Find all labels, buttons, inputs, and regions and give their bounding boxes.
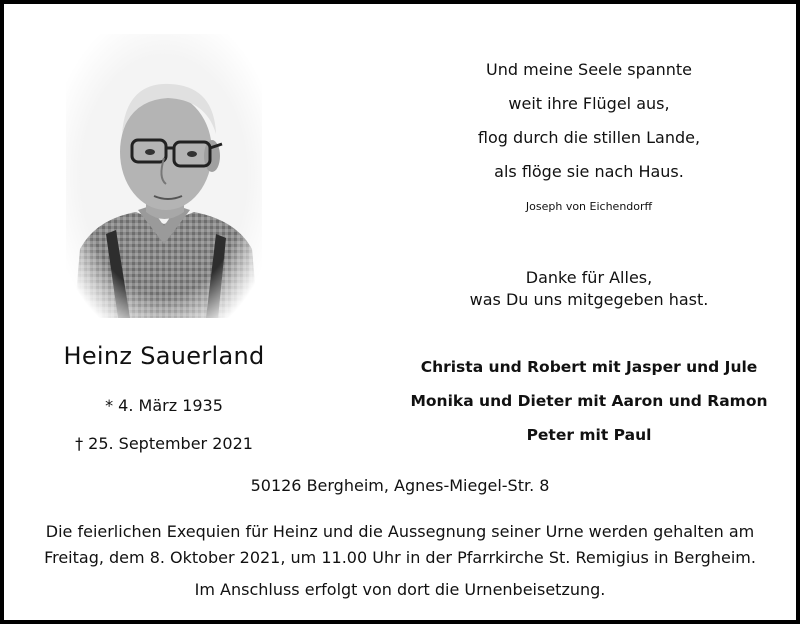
burial-note: Im Anschluss erfolgt von dort die Urnenbeisetzung. bbox=[194, 580, 606, 599]
mourner-line: Peter mit Paul bbox=[526, 426, 652, 444]
mourner-line: Christa und Robert mit Jasper und Jule bbox=[420, 358, 758, 376]
deceased-name: Heinz Sauerland bbox=[63, 342, 265, 370]
birth-date: * 4. März 1935 bbox=[105, 396, 223, 415]
poem-line: als flöge sie nach Haus. bbox=[494, 162, 684, 181]
poem-author: Joseph von Eichendorff bbox=[525, 200, 653, 213]
ceremony-line: Freitag, dem 8. Oktober 2021, um 11.00 Uhr in der Pfarrkirche St. Remigius in Bergheim. bbox=[44, 548, 756, 567]
thanks-line: Danke für Alles, bbox=[525, 268, 653, 287]
poem-line: weit ihre Flügel aus, bbox=[508, 94, 670, 113]
mourner-line: Monika und Dieter mit Aaron und Ramon bbox=[410, 392, 768, 410]
death-date: † 25. September 2021 bbox=[75, 434, 253, 453]
portrait-icon bbox=[66, 34, 262, 318]
portrait-photo bbox=[66, 34, 262, 318]
poem-line: Und meine Seele spannte bbox=[486, 60, 692, 79]
thanks-line: was Du uns mitgegeben hast. bbox=[469, 290, 709, 309]
ceremony-line: Die feierlichen Exequien für Heinz und die Aussegnung seiner Urne werden gehalten am bbox=[45, 522, 755, 541]
address: 50126 Bergheim, Agnes-Miegel-Str. 8 bbox=[250, 476, 550, 495]
poem-line: flog durch die stillen Lande, bbox=[477, 128, 701, 147]
